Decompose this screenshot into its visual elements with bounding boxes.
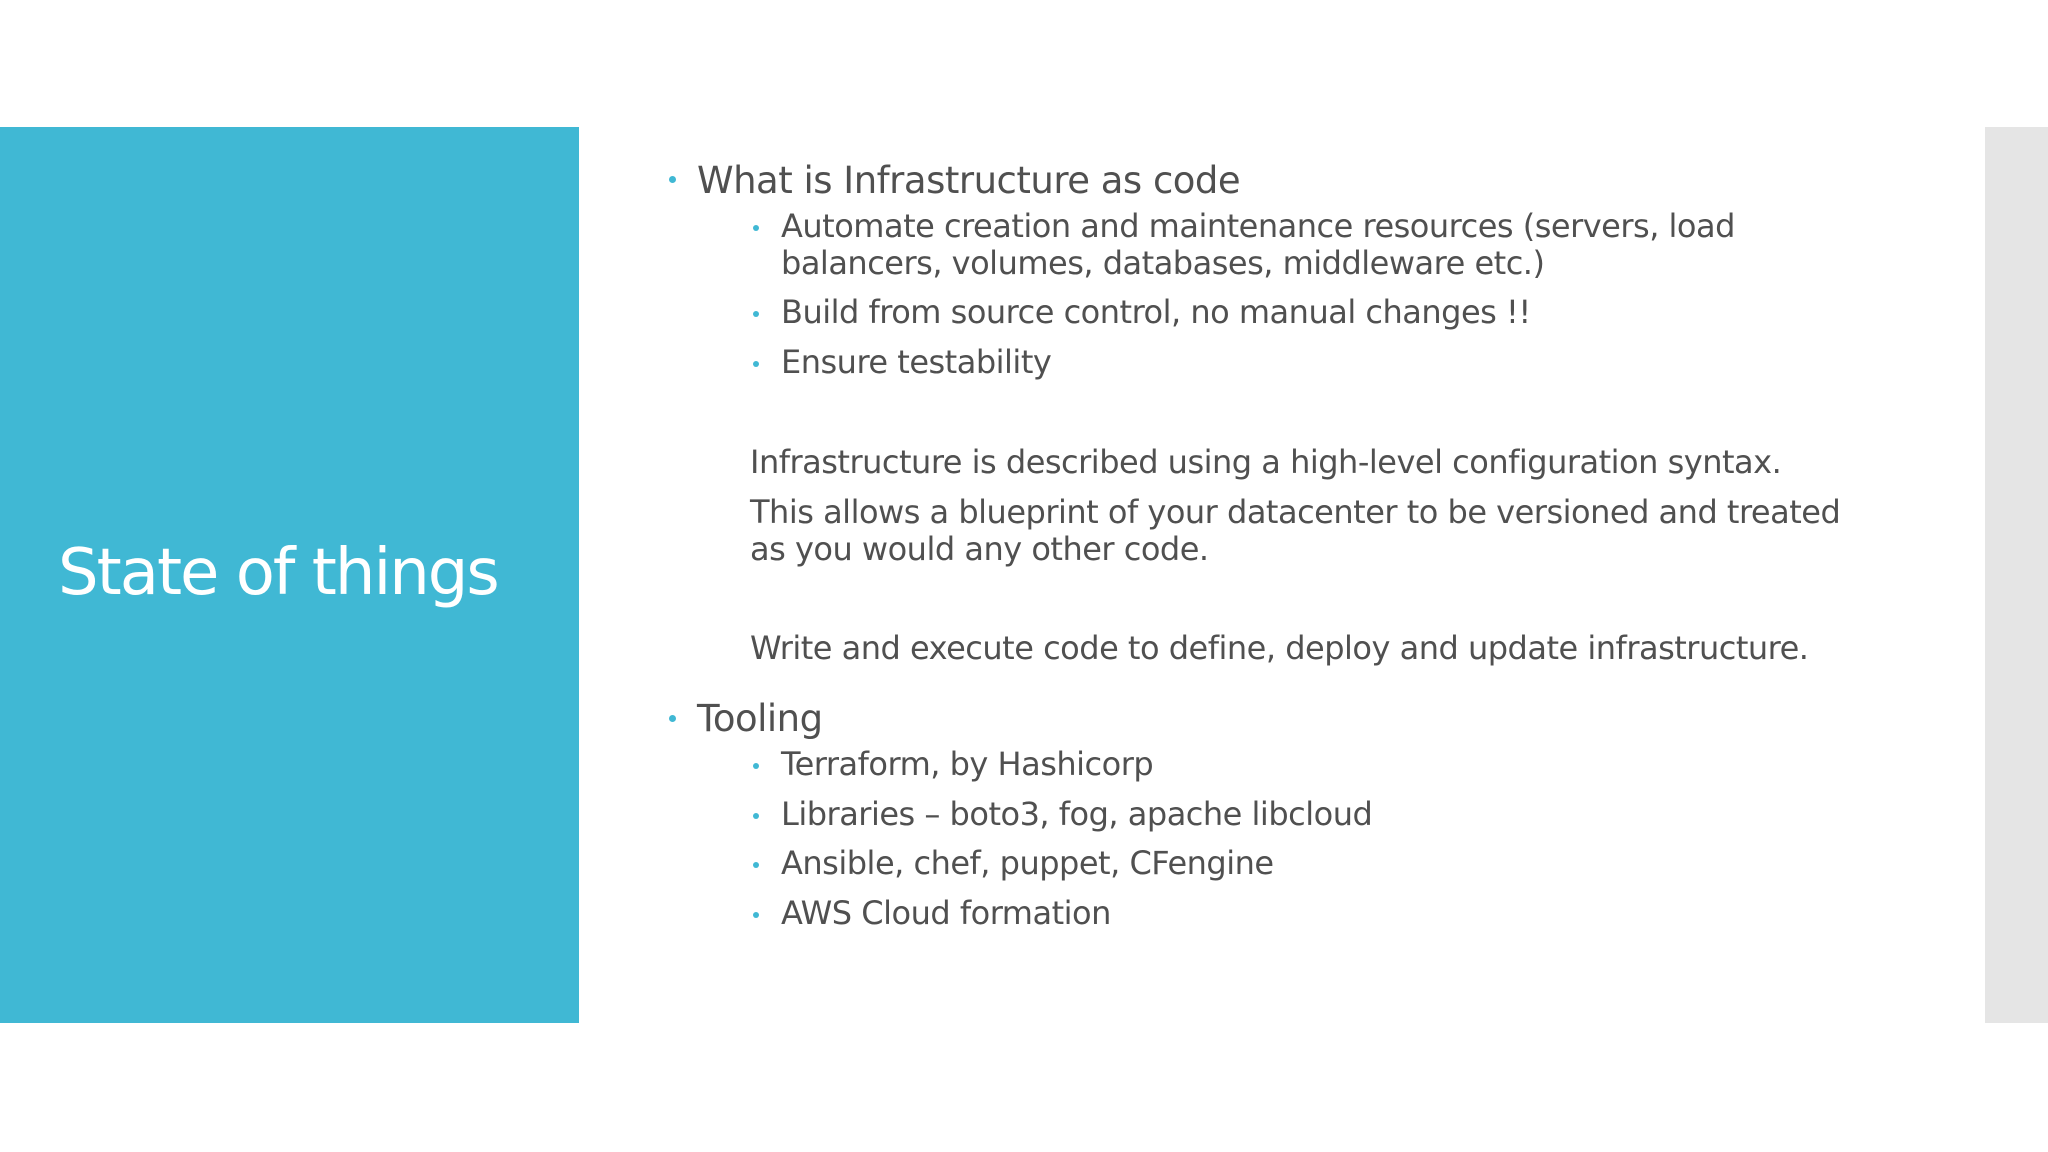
paragraph-write-execute: Write and execute code to define, deploy and update infrastructure.	[750, 629, 1809, 667]
section-heading-infrastructure-as-code: What is Infrastructure as code	[697, 159, 1241, 202]
list-item-aws-cloud-formation: AWS Cloud formation	[781, 894, 1111, 932]
right-accent-band	[1985, 127, 2048, 1023]
paragraph-blueprint: This allows a blueprint of your datacenter to be versioned and treated as you would any other code.	[750, 493, 1841, 568]
bullet-dot-icon	[753, 763, 759, 769]
bullet-dot-icon	[753, 912, 759, 918]
list-item-automate-resources: Automate creation and maintenance resources (servers, load balancers, volumes, databases, middleware etc.)	[781, 207, 1735, 282]
bullet-dot-icon	[669, 715, 676, 722]
bullet-dot-icon	[753, 225, 759, 231]
list-item-libraries: Libraries – boto3, fog, apache libcloud	[781, 795, 1373, 833]
bullet-dot-icon	[753, 862, 759, 868]
list-item-source-control: Build from source control, no manual changes !!	[781, 293, 1531, 331]
bullet-dot-icon	[753, 361, 759, 367]
section-heading-tooling: Tooling	[697, 697, 823, 740]
bullet-dot-icon	[669, 176, 676, 183]
list-item-testability: Ensure testability	[781, 343, 1052, 381]
slide-title: State of things	[58, 536, 498, 610]
bullet-dot-icon	[753, 311, 759, 317]
paragraph-config-syntax: Infrastructure is described using a high-level configuration syntax.	[750, 443, 1782, 481]
bullet-dot-icon	[753, 813, 759, 819]
list-item-terraform: Terraform, by Hashicorp	[781, 745, 1154, 783]
list-item-ansible-chef-puppet: Ansible, chef, puppet, CFengine	[781, 844, 1274, 882]
